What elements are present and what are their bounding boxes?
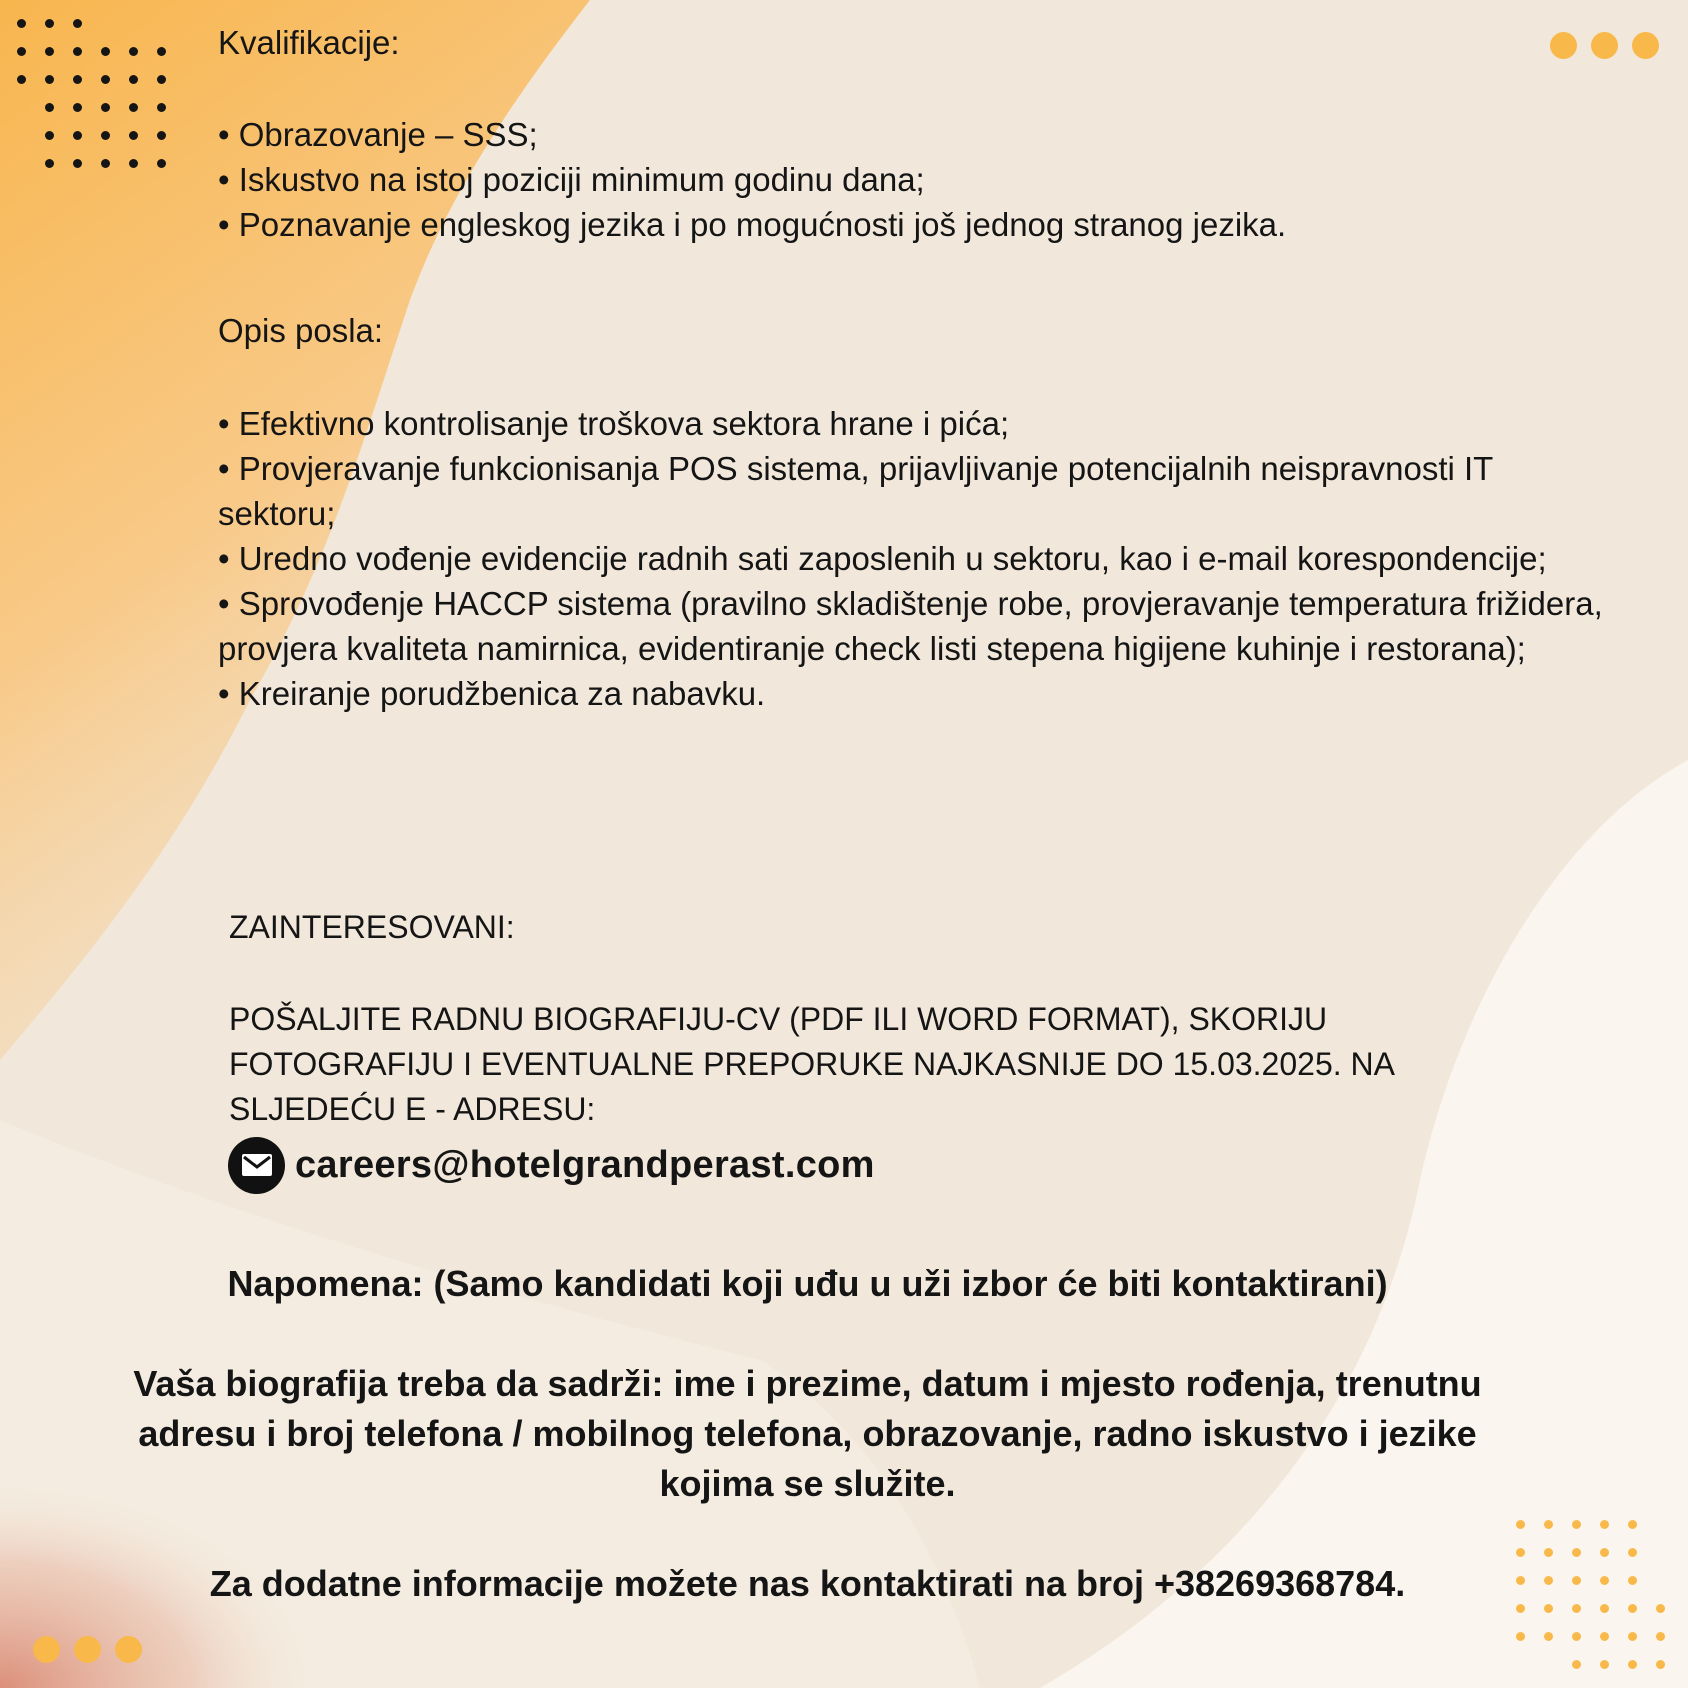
- list-item: • Iskustvo na istoj poziciji minimum godinu dana;: [218, 161, 925, 198]
- list-item: • Kreiranje porudžbenica za nabavku.: [218, 675, 766, 712]
- cv-requirements-text: Vaša biografija treba da sadrži: ime i prezime, datum i mjesto rođenja, trenutnu adresu i broj telefona / mobilnog telefona, obrazovanje, radno iskustvo i jezike kojima se služite.: [133, 1363, 1482, 1504]
- orange-dots-top-right: [1540, 28, 1680, 68]
- dot-grid-bottom-right: [1500, 1510, 1688, 1688]
- list-item: • Efektivno kontrolisanje troškova sektora hrane i pića;: [218, 405, 1010, 442]
- dot-grid-top-left: [0, 0, 180, 180]
- list-item: • Uredno vođenje evidencije radnih sati zaposlenih u sektoru, kao i e-mail korespondencije;: [218, 540, 1547, 577]
- list-item: • Sprovođenje HACCP sistema (pravilno skladištenje robe, provjeravanje temperatura frižidera, provjera kvaliteta namirnica, evidentiranje check listi stepena higijene kuhinje i restorana);: [218, 585, 1603, 667]
- application-heading: ZAINTERESOVANI:: [229, 909, 515, 945]
- email-contact: [228, 1136, 875, 1194]
- qualifications-list: [218, 112, 1618, 247]
- job-description-heading: Opis posla:: [218, 312, 384, 349]
- job-description-list: [218, 401, 1628, 716]
- selection-note: [110, 1259, 1505, 1309]
- note-text: Napomena: (Samo kandidati koji uđu u uži izbor će biti kontaktirani): [227, 1263, 1388, 1304]
- application-instructions: POŠALJITE RADNU BIOGRAFIJU-CV (PDF ILI WORD FORMAT), SKORIJU FOTOGRAFIJU I EVENTUALNE PREPORUKE NAJKASNIJE DO 15.03.2025. NA SLJEDEĆU E - ADRESU:: [229, 1001, 1395, 1127]
- contact-info: [110, 1559, 1505, 1609]
- envelope-icon: [228, 1137, 285, 1194]
- list-item: • Obrazovanje – SSS;: [218, 116, 538, 153]
- list-item: • Poznavanje engleskog jezika i po mogućnosti još jednog stranog jezika.: [218, 206, 1287, 243]
- contact-text: Za dodatne informacije možete nas kontaktirati na broj +38269368784.: [209, 1563, 1406, 1604]
- qualifications-heading: Kvalifikacije:: [218, 24, 400, 61]
- cv-requirements: [110, 1359, 1505, 1509]
- orange-dots-bottom-left: [20, 1630, 160, 1670]
- email-link[interactable]: careers@hotelgrandperast.com: [295, 1143, 875, 1186]
- list-item: • Provjeravanje funkcionisanja POS sistema, prijavljivanje potencijalnih neispravnosti IT sektoru;: [218, 450, 1493, 532]
